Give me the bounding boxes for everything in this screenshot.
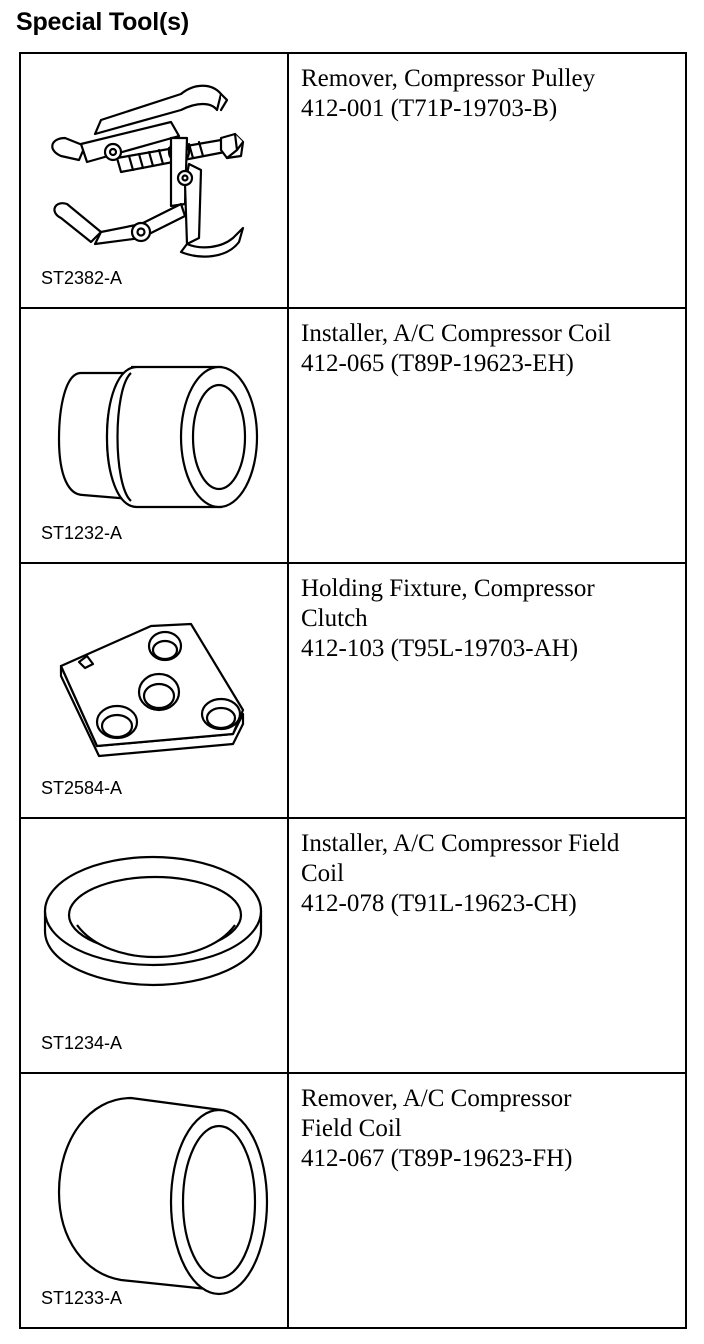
tool-number: 412-067 (T89P-19623-FH) bbox=[301, 1145, 573, 1172]
tool-description-cell bbox=[288, 818, 686, 1073]
tool-reference-code: ST1234-A bbox=[41, 1033, 123, 1053]
tool-description-cell bbox=[288, 1073, 686, 1328]
tool-description-cell bbox=[288, 53, 686, 308]
tool-name-line-2: Field Coil bbox=[301, 1115, 402, 1142]
tool-illustration-cell bbox=[20, 308, 288, 563]
tool-name-line-1: Remover, A/C Compressor bbox=[301, 1085, 572, 1112]
tool-reference-code: ST1233-A bbox=[41, 1288, 123, 1308]
special-tools-table bbox=[19, 52, 687, 1329]
tool-number: 412-103 (T95L-19703-AH) bbox=[301, 635, 579, 662]
tool-reference-code: ST2584-A bbox=[41, 778, 123, 798]
tool-reference-code: ST2382-A bbox=[41, 268, 123, 288]
tool-illustration-cell bbox=[20, 1073, 288, 1328]
table-row bbox=[20, 53, 686, 308]
tool-number: 412-065 (T89P-19623-EH) bbox=[301, 350, 574, 377]
tool-illustration-cell bbox=[20, 818, 288, 1073]
page-title: Special Tool(s) bbox=[16, 8, 189, 36]
tool-reference-code: ST1232-A bbox=[41, 523, 123, 543]
tool-name: Remover, Compressor Pulley bbox=[301, 65, 596, 92]
table-row bbox=[20, 1073, 686, 1328]
tool-description-cell bbox=[288, 308, 686, 563]
tool-number: 412-078 (T91L-19623-CH) bbox=[301, 890, 577, 917]
tool-name-line-1: Installer, A/C Compressor Field bbox=[301, 830, 620, 857]
tool-illustration-cell bbox=[20, 53, 288, 308]
table-row bbox=[20, 818, 686, 1073]
tool-name: Installer, A/C Compressor Coil bbox=[301, 320, 612, 347]
tool-name-line-1: Holding Fixture, Compressor bbox=[301, 575, 595, 602]
tool-description-cell bbox=[288, 563, 686, 818]
table-row bbox=[20, 308, 686, 563]
tool-name-line-2: Coil bbox=[301, 860, 345, 887]
tool-number: 412-001 (T71P-19703-B) bbox=[301, 95, 558, 122]
table-row bbox=[20, 563, 686, 818]
tool-name-line-2: Clutch bbox=[301, 605, 368, 632]
tool-illustration-cell bbox=[20, 563, 288, 818]
